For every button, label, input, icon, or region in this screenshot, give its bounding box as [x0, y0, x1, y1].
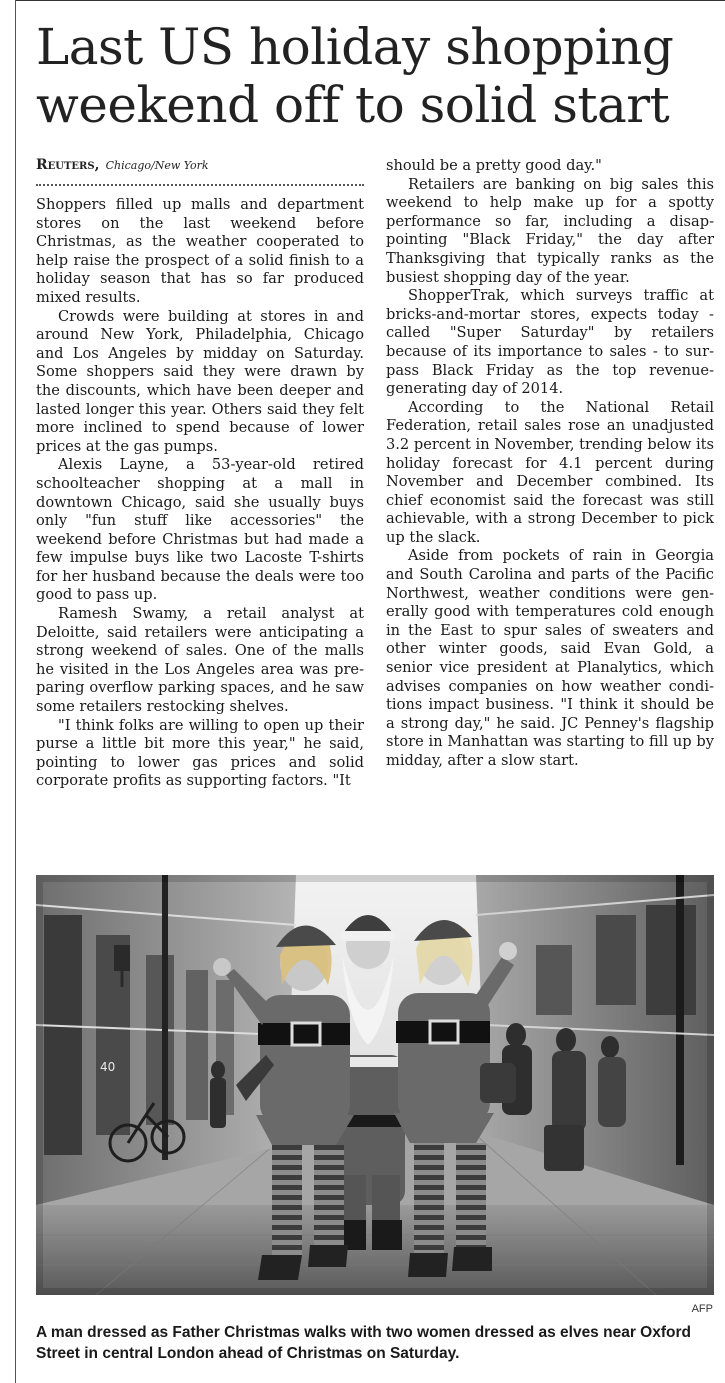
- paragraph: Alexis Layne, a 53-year-old retired schoolteacher shopping at a mall in downtown Chicago, said she usually buys only "fun stuff like accessories" the weekend before Christmas but had made a few impulse buys like two Lacoste T-shirts for her husband because the deals were too good to pass up.: [36, 456, 364, 604]
- paragraph: Shoppers filled up malls and department stores on the last weekend before Christmas, as the weather cooperated to help raise the prospect of a solid finish to a holiday season that has so far produced mixed results.: [36, 196, 364, 306]
- article-column-right: [386, 157, 714, 771]
- paragraph: Retailers are banking on big sales this weekend to help make up for a spotty performance so far, including a disappointing "Black Friday," the day after Thanksgiving that typically ranks as the busiest shopping day of the year.: [386, 175, 714, 286]
- byline-agency: Reuters,: [36, 157, 100, 173]
- article-column-left: [36, 196, 364, 791]
- top-rule: [15, 0, 725, 1]
- paragraph: Ramesh Swamy, a retail analyst at Deloitte, said retailers were anticipating a strong weekend of sales. One of the malls he visited in the Los Angeles area was preparing overflow parking spaces, and he saw some retailers restocking shelves.: [36, 605, 364, 716]
- door-number: 40: [100, 1060, 116, 1074]
- byline-location: Chicago/New York: [105, 159, 209, 172]
- headline: Last US holiday shopping weekend off to solid start: [36, 18, 674, 134]
- paragraph: should be a pretty good day.": [386, 157, 602, 174]
- paragraph: "I think folks are willing to open up their purse a little bit more this year," he said, pointing to lower gas prices and solid corporate profits as supporting factors. "It: [36, 716, 364, 790]
- paragraph: Crowds were building at stores in and around New York, Philadelphia, Chicago and Los Angeles by midday on Saturday. Some shoppers said they were drawn by the discounts, which have been deeper and lasted longer this year. Others said they felt more inclined to spend because of lower prices at the gas pumps.: [36, 307, 364, 455]
- paragraph: ShopperTrak, which surveys traffic at bricks-and-mortar stores, expects today - called "Super Saturday" by retailers because of its importance to sales - to surpass Black Friday as the top revenue-generating day of 2014.: [386, 287, 714, 398]
- santa-and-elves-illustration: [36, 875, 714, 1295]
- news-photo: [36, 875, 714, 1295]
- left-column-rule: [15, 0, 16, 1383]
- photo-credit: AFP: [691, 1303, 713, 1315]
- photo-caption: A man dressed as Father Christmas walks with two women dressed as elves near Oxford Street in central London ahead of Christmas on Saturday.: [36, 1324, 691, 1362]
- byline-divider: [36, 184, 364, 186]
- paragraph: Aside from pockets of rain in Georgia and South Carolina and parts of the Pacific Northwest, weather conditions were generally good with temperatures cold enough in the East to spur sales of sweaters and other winter goods, said Evan Gold, a senior vice president at Planalytics, which advises companies on how weather conditions impact business. "I think it should be a strong day," he said. JC Penney's flagship store in Manhattan was starting to fill up by midday, after a slow start.: [386, 547, 714, 769]
- paragraph: According to the National Retail Federation, retail sales rose an unadjusted 3.2 percent in November, trending below its holiday forecast for 4.1 percent during November and December combined. Its chief economist said the forecast was still achievable, with a strong December to pick up the slack.: [386, 398, 714, 546]
- byline: [36, 157, 366, 173]
